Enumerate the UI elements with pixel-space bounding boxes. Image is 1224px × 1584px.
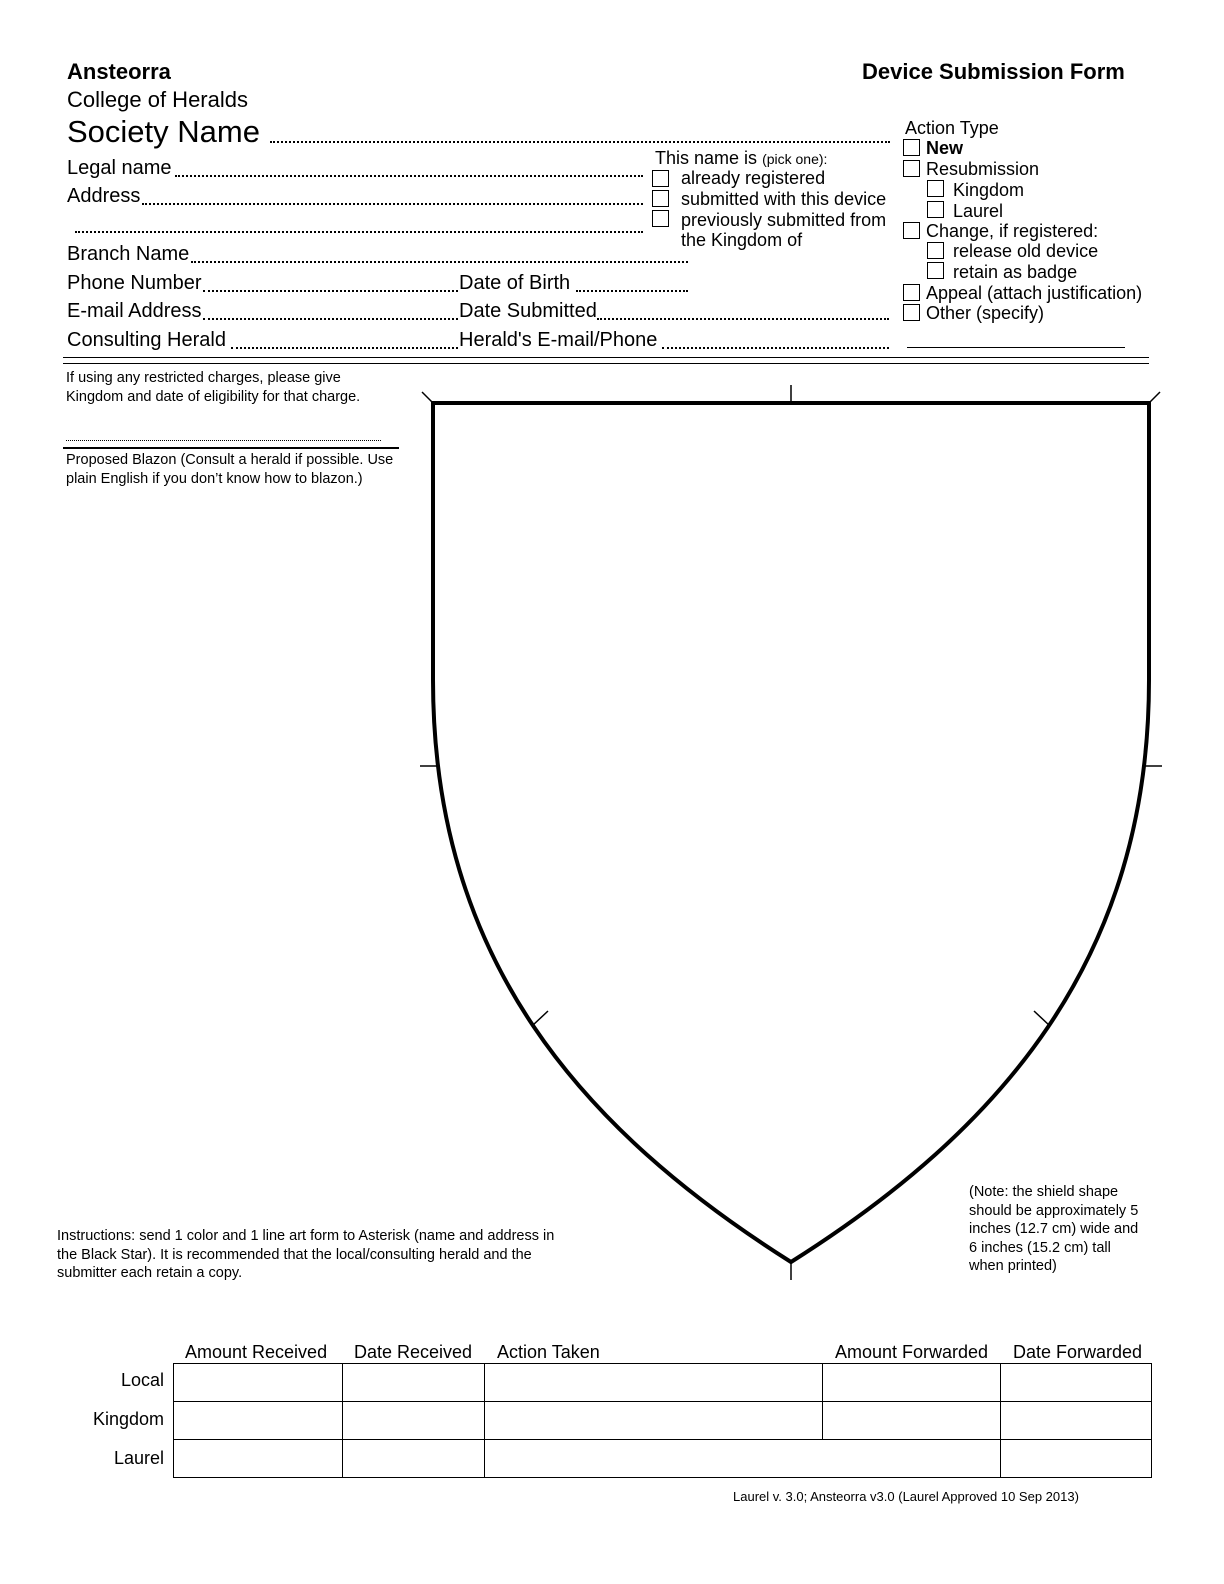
address-label: Address [67, 185, 141, 207]
col-date-forwarded: Date Forwarded [1013, 1342, 1143, 1362]
shield-size-note: (Note: the shield shape should be approximately 5 inches (12.7 cm) wide and 6 inches (15.2 cm) tall when printed) [969, 1184, 1139, 1274]
name-status-title: This name is (pick one): [655, 148, 828, 168]
society-name-label: Society Name [67, 114, 260, 149]
dob-label: Date of Birth [459, 272, 571, 294]
local-action-taken-cell[interactable] [485, 1364, 823, 1402]
kingdom-action-taken-cell[interactable] [485, 1402, 823, 1440]
option-previously-submitted: previously submitted from [681, 210, 887, 230]
action-kingdom-label: Kingdom [953, 180, 1025, 200]
college-name: College of Heralds [67, 87, 248, 112]
action-other-label: Other (specify) [926, 303, 1045, 323]
date-submitted-label: Date Submitted [459, 300, 597, 322]
consulting-herald-label: Consulting Herald [67, 329, 226, 351]
action-change-label: Change, if registered: [926, 221, 1099, 241]
row-laurel: Laurel [113, 1448, 164, 1468]
option-already-registered: already registered [681, 168, 826, 188]
col-date-received: Date Received [354, 1342, 473, 1362]
form-title: Device Submission Form [862, 59, 1125, 84]
action-type-title: Action Type [905, 118, 999, 138]
legal-name-label: Legal name [67, 157, 172, 179]
action-resubmission-label: Resubmission [926, 159, 1040, 179]
instructions: Instructions: send 1 color and 1 line art form to Asterisk (name and address in the Black Star). It is recommended that the local/consulting herald and the submitter each retain a copy. [57, 1228, 555, 1281]
col-amount-forwarded: Amount Forwarded [835, 1342, 989, 1362]
kingdom-amount-received-cell[interactable] [174, 1402, 343, 1440]
proposed-blazon-note: Proposed Blazon (Consult a herald if possible. Use plain English if you don’t know how to blazon.) [66, 452, 394, 487]
action-appeal-label: Appeal (attach justification) [926, 283, 1143, 303]
version-footer: Laurel v. 3.0; Ansteorra v3.0 (Laurel Approved 10 Sep 2013) [733, 1489, 1079, 1504]
laurel-action-taken-cell[interactable] [485, 1440, 1001, 1478]
phone-label: Phone Number [67, 272, 202, 294]
kingdom-date-forwarded-cell[interactable] [1001, 1402, 1152, 1440]
table-row [174, 1364, 1152, 1402]
action-release-old-label: release old device [953, 241, 1099, 261]
action-new-label: New [926, 138, 964, 158]
local-date-received-cell[interactable] [343, 1364, 485, 1402]
col-action-taken: Action Taken [497, 1342, 600, 1362]
local-amount-received-cell[interactable] [174, 1364, 343, 1402]
email-label: E-mail Address [67, 300, 202, 322]
col-amount-received: Amount Received [185, 1342, 328, 1362]
kingdom-date-received-cell[interactable] [343, 1402, 485, 1440]
restricted-charges-note: If using any restricted charges, please give Kingdom and date of eligibility for that charge. [66, 370, 361, 405]
local-date-forwarded-cell[interactable] [1001, 1364, 1152, 1402]
row-local: Local [120, 1370, 164, 1390]
laurel-amount-received-cell[interactable] [174, 1440, 343, 1478]
option-submitted-with-device: submitted with this device [681, 189, 887, 209]
laurel-date-received-cell[interactable] [343, 1440, 485, 1478]
laurel-date-forwarded-cell[interactable] [1001, 1440, 1152, 1478]
action-laurel-label: Laurel [953, 201, 1004, 221]
table-row [174, 1440, 1152, 1478]
branch-name-label: Branch Name [67, 243, 190, 265]
row-kingdom: Kingdom [92, 1409, 164, 1429]
fee-table [173, 1363, 1152, 1478]
option-kingdom-of: the Kingdom of [681, 230, 803, 250]
local-amount-forwarded-cell[interactable] [823, 1364, 1001, 1402]
table-row [174, 1402, 1152, 1440]
herald-contact-label: Herald's E-mail/Phone [459, 329, 658, 351]
kingdom-amount-forwarded-cell[interactable] [823, 1402, 1001, 1440]
action-retain-badge-label: retain as badge [953, 262, 1078, 282]
kingdom-name: Ansteorra [67, 59, 171, 84]
